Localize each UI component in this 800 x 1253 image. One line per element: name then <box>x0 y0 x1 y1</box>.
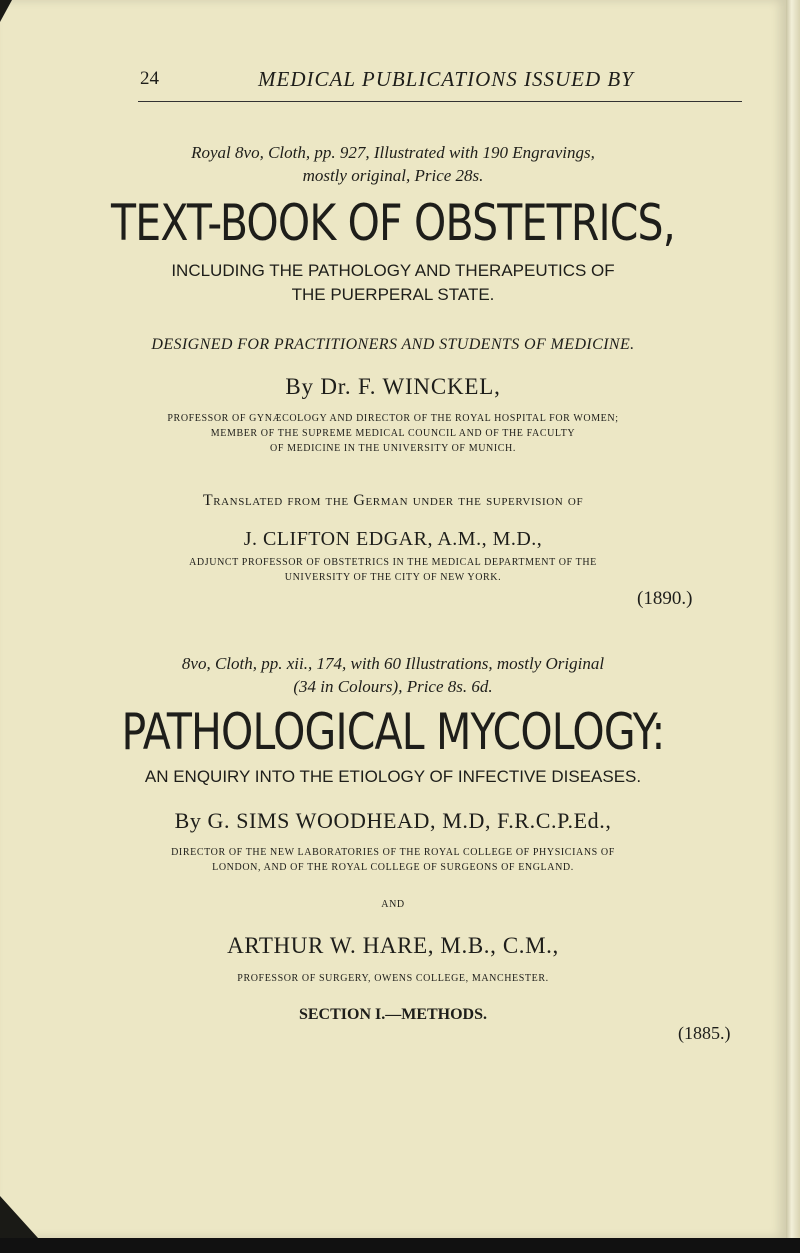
book2-coauthor: ARTHUR W. HARE, M.B., C.M., <box>227 933 559 958</box>
book1-format-line1: Royal 8vo, Cloth, pp. 927, Illustrated with 190 Engravings, <box>191 143 595 162</box>
page-edge <box>786 0 800 1253</box>
book2-format-line1: 8vo, Cloth, pp. xii., 174, with 60 Illustrations, mostly Original <box>181 654 605 673</box>
book-edge <box>0 1238 800 1253</box>
header-rule <box>138 101 742 102</box>
book1-subtitle-line2: THE PUERPERAL STATE. <box>291 285 495 304</box>
book2-title: PATHOLOGICAL MYCOLOGY: <box>121 703 665 761</box>
page-corner <box>0 0 12 22</box>
book1-author-role-line2: MEMBER OF THE SUPREME MEDICAL COUNCIL AND OF THE FACULTY <box>210 428 576 439</box>
book1-designed-for: DESIGNED FOR PRACTITIONERS AND STUDENTS OF MEDICINE. <box>151 336 635 353</box>
book1-format-line2: mostly original, Price 28s. <box>302 166 484 185</box>
running-title: MEDICAL PUBLICATIONS ISSUED BY <box>258 67 634 91</box>
page-number: 24 <box>140 68 159 89</box>
book2-format-line2: (34 in Colours), Price 8s. 6d. <box>293 677 493 696</box>
book2-year: (1885.) <box>678 1023 731 1043</box>
book1-translator-role-line1: ADJUNCT PROFESSOR OF OBSTETRICS IN THE MEDICAL DEPARTMENT OF THE <box>189 557 597 568</box>
book1-year: (1890.) <box>637 588 693 609</box>
book2-author-role-line1: DIRECTOR OF THE NEW LABORATORIES OF THE ROYAL COLLEGE OF PHYSICIANS OF <box>171 847 615 858</box>
page-corner-bottom <box>0 1196 38 1238</box>
book1-translator-role-line2: UNIVERSITY OF THE CITY OF NEW YORK. <box>284 572 502 583</box>
book2-and: AND <box>381 899 405 910</box>
book2-author: By G. SIMS WOODHEAD, M.D, F.R.C.P.Ed., <box>174 808 612 833</box>
book2-author-role-line2: LONDON, AND OF THE ROYAL COLLEGE OF SURGEONS OF ENGLAND. <box>212 862 574 873</box>
book2-section: SECTION I.—METHODS. <box>298 1006 488 1023</box>
book2-coauthor-role: PROFESSOR OF SURGERY, OWENS COLLEGE, MANCHESTER. <box>237 973 549 984</box>
book1-author-role-line3: OF MEDICINE IN THE UNIVERSITY OF MUNICH. <box>270 443 516 454</box>
book1-translator: J. CLIFTON EDGAR, A.M., M.D., <box>243 528 543 550</box>
book1-subtitle-line1: INCLUDING THE PATHOLOGY AND THERAPEUTICS OF <box>171 261 615 280</box>
book1-title: TEXT-BOOK OF OBSTETRICS, <box>111 194 675 252</box>
book1-translated-note: Translated from the German under the supervision of <box>202 492 584 509</box>
book1-author: By Dr. F. WINCKEL, <box>285 374 501 399</box>
book1-author-role-line1: PROFESSOR OF GYNÆCOLOGY AND DIRECTOR OF THE ROYAL HOSPITAL FOR WOMEN; <box>167 413 619 424</box>
book2-subtitle: AN ENQUIRY INTO THE ETIOLOGY OF INFECTIVE DISEASES. <box>144 767 642 786</box>
